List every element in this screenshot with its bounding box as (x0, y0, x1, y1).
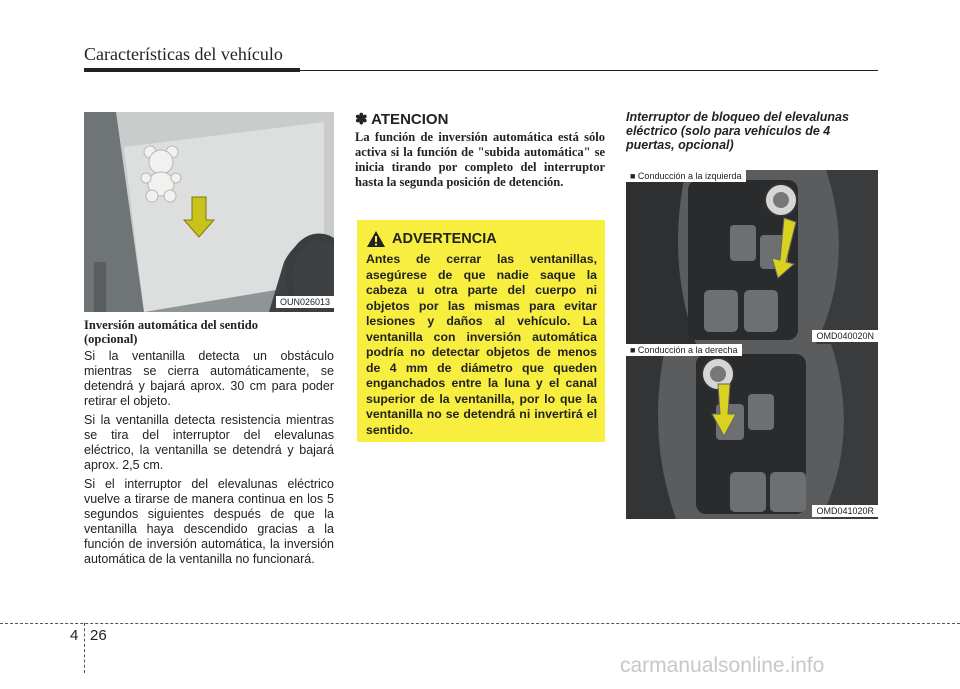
attention-text: La función de inversión automática está sólo activa si la función de "subida automática" se inicia tirando por completo del interruptor hasta la segunda posición de detención. (355, 130, 605, 189)
attention-note (355, 110, 605, 190)
warning-heading: ADVERTENCIA (392, 231, 497, 247)
image-code-right-drive: OMD041020R (812, 505, 878, 517)
switch-photo-left-drive (626, 170, 878, 344)
header-rule-thin (300, 70, 878, 71)
paragraph: Si el interruptor del elevalunas eléctrico vuelve a tirarse de manera continua en los 5 segundos siguientes después de que la ventanilla haya descendido gracias a la función de inversión automática, la inversión automática de la ventanilla no funcionará. (84, 477, 334, 566)
paragraph: Si la ventanilla detecta resistencia mientras se tira del interruptor del elevalunas eléctrico, la ventanilla se detendrá y bajará aprox. 2,5 cm. (84, 413, 334, 472)
caption (84, 318, 334, 346)
page-number: 26 (90, 627, 107, 644)
warning-text: Antes de cerrar las ventanillas, asegúrese de que nadie saque la cabeza u otra parte del cuerpo ni objetos por las mismas para evitar lesiones y daños al vehículo. La ventanilla con inversión automática podría no detectar objetos de menos de 4 mm de diámetro que queden enganchados entre la luna y el canal superior de la ventanilla, por lo que la ventanilla no se detendrá ni invertirá el sentido. (366, 252, 597, 437)
section-heading: Interruptor de bloqueo del elevalunas eléctrico (solo para vehículos de 4 puertas, opcional) (626, 110, 849, 152)
header-rule-thick (84, 68, 300, 72)
footer-divider (84, 623, 85, 673)
chapter-number: 4 (70, 627, 79, 644)
chapter-title: Características del vehículo (84, 44, 283, 64)
paragraph: Si la ventanilla detecta un obstáculo mientras se cierra automáticamente, se detendrá y bajará aprox. 30 cm para poder retirar el objeto. (84, 349, 334, 408)
warning-box (357, 220, 605, 442)
footer-rule (0, 623, 960, 624)
teddy-bear-icon (141, 146, 181, 202)
caption-line-1: Inversión automática del sentido (84, 318, 258, 332)
image-label-left-drive: ■ Conducción a la izquierda (626, 170, 746, 182)
warning-header (366, 230, 597, 248)
watermark: carmanualsonline.info (620, 654, 825, 677)
car-window-photo (84, 112, 334, 312)
image-code-left-drive: OMD040020N (812, 330, 878, 342)
image-label-right-drive: ■ Conducción a la derecha (626, 344, 742, 356)
attention-heading: ✽ ATENCION (355, 111, 449, 128)
switch-panel-left-illustration (626, 170, 878, 344)
photo-code-label: OUN026013 (276, 296, 334, 308)
warning-triangle-icon (366, 230, 386, 248)
switch-panel-right-illustration (626, 344, 878, 519)
column-1-text (84, 318, 334, 571)
caption-line-2: (opcional) (84, 332, 138, 346)
switch-photo-right-drive (626, 344, 878, 519)
car-window-illustration (84, 112, 334, 312)
